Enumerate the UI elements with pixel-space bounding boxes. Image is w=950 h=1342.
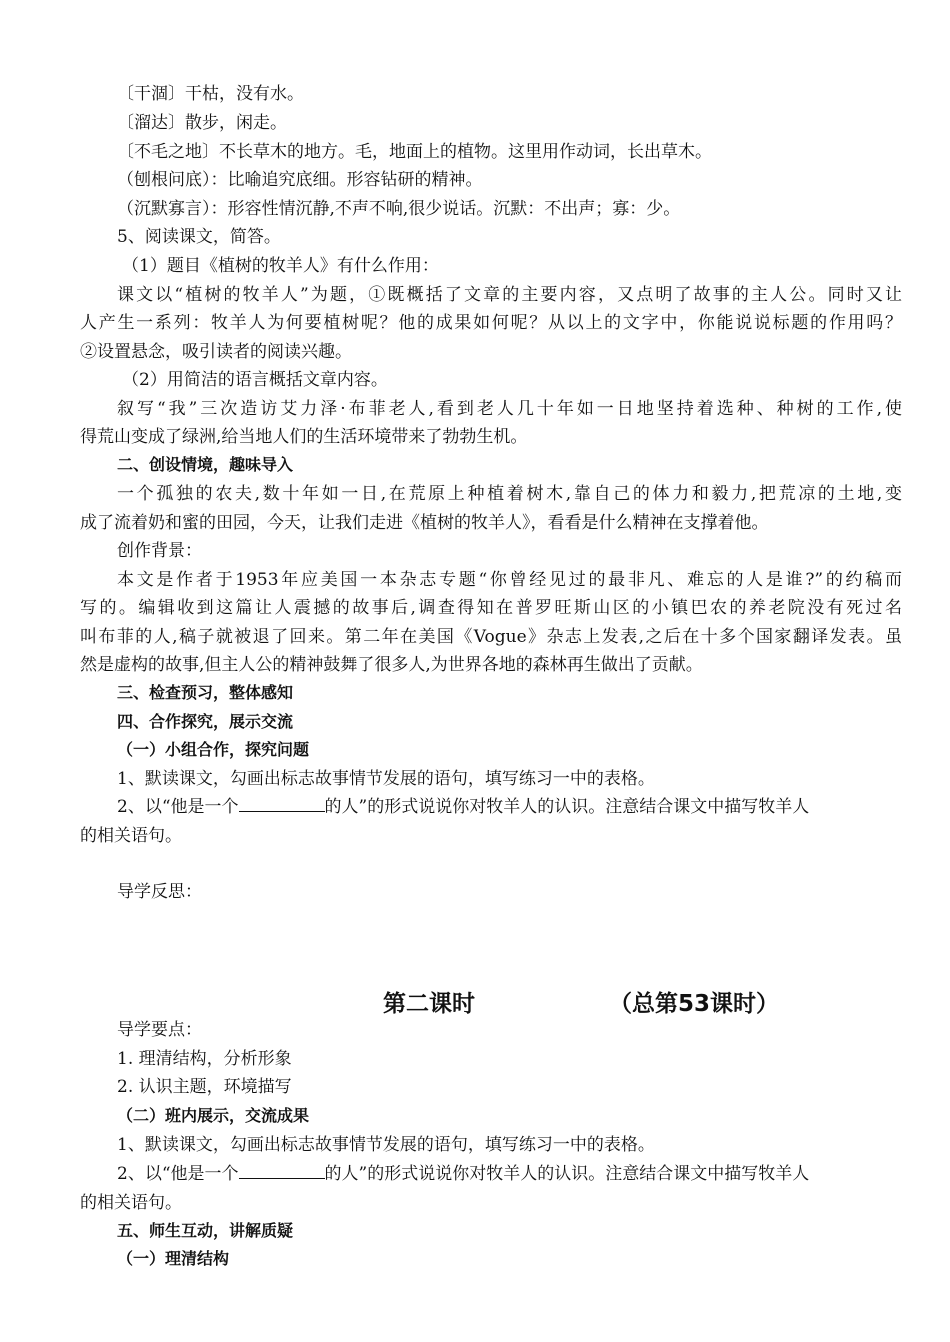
subsection-heading: （一）理清结构 <box>117 1249 230 1268</box>
body-label: 创作背景： <box>117 541 202 561</box>
task-text: 1、默读课文，勾画出标志故事情节发展的语句，填写练习一中的表格。 <box>117 1135 655 1155</box>
subsection-heading: （一）小组合作，探究问题 <box>117 740 310 759</box>
task-text <box>117 1160 902 1188</box>
body-text: 写的。编辑收到这篇让人震撼的故事后,调查得知在普罗旺斯山区的小镇巴农的养老院没有死过名 <box>80 598 902 618</box>
gloss-line: （沉默寡言）：形容性情沉静,不声不响,很少说话。沉默：不出声；寡：少。 <box>117 199 681 219</box>
task-text-start: 2、以“他是一个 <box>117 797 239 817</box>
gloss-line: 〔不毛之地〕不长草木的地方。毛，地面上的植物。这里用作动词，长出草木。 <box>117 142 712 162</box>
key-point: 2. 认识主题，环境描写 <box>117 1077 292 1097</box>
subsection-heading: （二）班内展示，交流成果 <box>117 1106 310 1125</box>
body-text: 本文是作者于1953年应美国一本杂志专题“你曾经见过的最非凡、难忘的人是谁?”的约稿而 <box>117 570 902 590</box>
body-text: 叫布菲的人,稿子就被退了回来。第二年在美国《Vogue》杂志上发表,之后在十多个国家翻译发表。虽 <box>80 627 902 647</box>
answer-text: 人产生一系列：牧羊人为何要植树呢？他的成果如何呢？从以上的文字中，你能说说标题的作用吗？ <box>80 313 902 333</box>
task-text-end: 的人”的形式说说你对牧羊人的认识。注意结合课文中描写牧羊人 <box>324 797 810 817</box>
reflection-label: 导学反思： <box>117 882 202 902</box>
answer-text: 叙写“我”三次造访艾力泽·布菲老人,看到老人几十年如一日地坚持着选种、种树的工作,使 <box>117 399 902 419</box>
body-text: 一个孤独的农夫,数十年如一日,在荒原上种植着树木,靠自己的体力和毅力,把荒凉的土地,变 <box>117 484 902 504</box>
fill-in-blank <box>239 793 325 812</box>
section-heading: 二、创设情境，趣味导入 <box>117 455 294 474</box>
section-heading: 三、检查预习，整体感知 <box>117 683 294 702</box>
task-text-end: 的人”的形式说说你对牧羊人的认识。注意结合课文中描写牧羊人 <box>324 1164 810 1184</box>
key-points-label: 导学要点： <box>117 1020 202 1040</box>
task-text: 的相关语句。 <box>80 826 182 846</box>
lesson-total: （总第53课时） <box>609 991 780 1017</box>
body-text: 成了流着奶和蜜的田园，今天，让我们走进《植树的牧羊人》，看看是什么精神在支撑着他。 <box>80 513 769 533</box>
section-heading: 四、合作探究，展示交流 <box>117 712 294 731</box>
task-text: 的相关语句。 <box>80 1193 182 1213</box>
answer-text: 得荒山变成了绿洲,给当地人们的生活环境带来了勃勃生机。 <box>80 427 528 447</box>
answer-text: 课文以“植树的牧羊人”为题，①既概括了文章的主要内容，又点明了故事的主人公。同时又让 <box>117 285 902 305</box>
question-item: （2）用简洁的语言概括文章内容。 <box>122 370 388 390</box>
task-text-start: 2、以“他是一个 <box>117 1164 239 1184</box>
body-text: 然是虚构的故事,但主人公的精神鼓舞了很多人,为世界各地的森林再生做出了贡献。 <box>80 655 703 675</box>
question-item: （1）题目《植树的牧羊人》有什么作用： <box>122 256 439 276</box>
task-text <box>117 793 902 821</box>
question-heading: 5、阅读课文，简答。 <box>117 227 281 247</box>
task-text: 1、默读课文，勾画出标志故事情节发展的语句，填写练习一中的表格。 <box>117 769 655 789</box>
fill-in-blank <box>239 1160 325 1179</box>
lesson-title: 第二课时 <box>383 991 475 1017</box>
gloss-line: （刨根问底）：比喻追究底细。形容钻研的精神。 <box>117 170 483 190</box>
section-heading: 五、师生互动，讲解质疑 <box>117 1221 294 1240</box>
gloss-line: 〔溜达〕散步，闲走。 <box>117 113 287 133</box>
key-point: 1. 理清结构，分析形象 <box>117 1049 292 1069</box>
answer-text: ②设置悬念，吸引读者的阅读兴趣。 <box>80 342 352 362</box>
gloss-line: 〔干涸〕干枯，没有水。 <box>117 84 304 104</box>
